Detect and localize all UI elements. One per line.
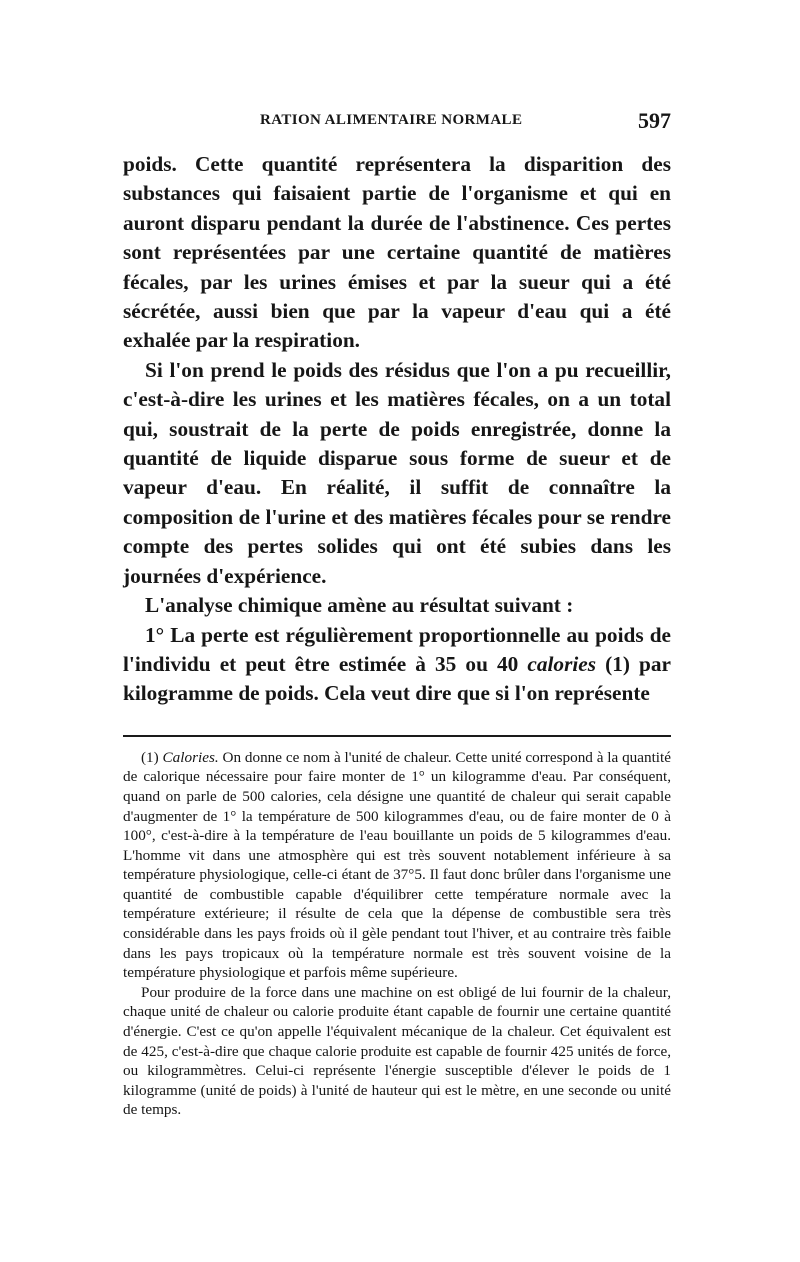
perte-text-start: 1° La perte est régulièrement proportionnelle au poids de l'individu et peut être estimée à 35 ou 40 <box>123 622 671 676</box>
footnote-paragraph-1 <box>123 748 671 983</box>
footnote-text-1: On donne ce nom à l'unité de chaleur. Cette unité correspond à la quantité de calorique nécessaire pour faire monter de 1° un kilogramme d'eau. Par conséquent, quand on parle de 500 calories, cela désigne une quantité de chaleur qui serait capable d'augmenter de 1° la température de 500 kilogrammes d'eau, ou de faire monter de 0 à 100°, c'est-à-dire à la température de l'eau bouillante un poids de 5 kilogrammes d'eau. L'homme vit dans une atmosphère qui est très souvent notablement inférieure à sa température physiologique, celle-ci étant de 37°5. Il faut donc brûler dans l'organisme une quantité de combustible capable d'équilibrer cette température normale avec la température extérieure; il résulte de cela que la dépense de combustible sera très considérable dans les pays froids où il gèle pendant tout l'hiver, et au contraire très faible dans les pays tropicaux où la température normale est très souvent voisine de la température physiologique et parfois même supérieure. <box>123 748 671 982</box>
perte-text-end: (1) par kilogramme de poids. Cela veut dire que si l'on représente <box>123 651 671 706</box>
footnote-term: Calories. <box>162 748 219 766</box>
calories-term: calories <box>527 651 597 676</box>
footnote-divider <box>123 735 671 737</box>
running-title: RATION ALIMENTAIRE NORMALE <box>260 112 523 128</box>
footnote-marker: (1) <box>141 748 163 766</box>
footnote-paragraph-2: Pour produire de la force dans une machine on est obligé de lui fournir de la chaleur, chaque unité de chaleur ou calorie produite étant capable de fournir une certaine quantité d'énergie. C'est ce qu'on appelle l'équivalent mécanique de la chaleur. Cet équivalent est de 425, c'est-à-dire que chaque calorie produite est capable de fournir 425 unités de force, ou kilogrammètres. Celui-ci représente l'énergie susceptible d'élever le poids de 1 kilogramme (unité de poids) à l'unité de hauteur qui est le mètre, en une seconde ou unité de temps. <box>123 983 671 1119</box>
main-text <box>123 150 671 709</box>
paragraph-residus: Si l'on prend le poids des résidus que l'on a pu recueillir, c'est-à-dire les urines et les matières fécales, on a un total qui, soustrait de la perte de poids enregistrée, donne la quantité de liquide disparue sous forme de sueur et de vapeur d'eau. En réalité, il suffit de connaître la composition de l'urine et des matières fécales pour se rendre compte des pertes solides qui ont été subies dans les journées d'expérience. <box>123 357 671 588</box>
paragraph-continuation: poids. Cette quantité représentera la disparition des substances qui faisaient partie de l'organisme et qui en auront disparu pendant la durée de l'abstinence. Ces pertes sont représentées par une certaine quantité de matières fécales, par les urines émises et par la sueur qui a été sécrétée, aussi bien que par la vapeur d'eau qui a été exhalée par la respiration. <box>123 152 671 353</box>
page-number: 597 <box>638 108 671 133</box>
footnote <box>123 748 671 1120</box>
running-header <box>123 108 671 146</box>
paragraph-analyse: L'analyse chimique amène au résultat suivant : <box>145 593 574 618</box>
paragraph-perte <box>123 621 671 709</box>
book-page <box>123 108 671 1120</box>
